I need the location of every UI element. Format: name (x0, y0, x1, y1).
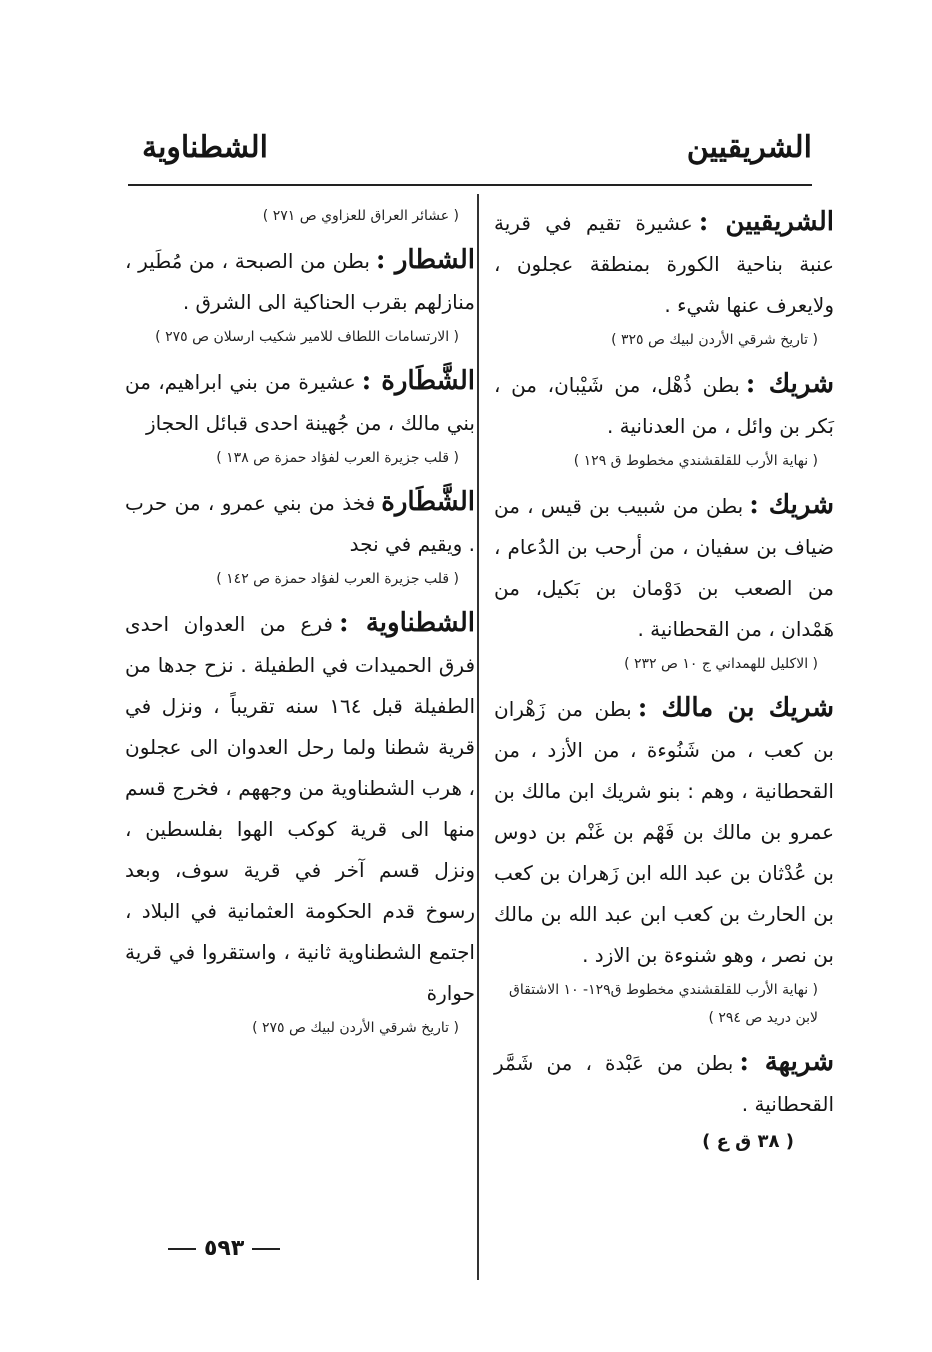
page-number-dash (168, 1248, 196, 1250)
column-divider (477, 194, 479, 1280)
entry-headword: شريك : (745, 369, 834, 399)
entry-text: فرع من العدوان احدى فرق الحميدات في الطفيلة . نزح جدها من الطفيلة قبل ١٦٤ سنه تقريباً ، ونزل في قرية شطنا ولما رحل العدوان الى عجلون ، هرب الشطناوية من وجههم ، فخرج قسم منها الى قرية كوكب الهوا بفلسطين ، ونزل قسم آخر في قرية سوف، وبعد رسوخ قدم الحكومة العثمانية في البلاد ، اجتمع الشطناوية ثانية ، واستقروا في قرية حوارة (125, 612, 475, 1005)
entry-headword: الشَّطَارة : (361, 366, 475, 396)
entry (494, 202, 834, 354)
entry (494, 485, 834, 678)
page-number-dash (252, 1248, 280, 1250)
entry (125, 202, 475, 230)
entry-headword: الشطار : (375, 245, 476, 275)
entry-headword: الشريقيين : (698, 207, 834, 237)
entry-source: ( قلب جزيرة العرب لفؤاد حمزة ص ١٣٨ ) (216, 450, 459, 466)
entry-text: بطن من زَهْران بن كعب ، من شَنُوءة ، من الأزد ، من القحطانية ، وهم : بنو شريك ابن مالك بن عمرو بن مالك بن فَهْم بن غَنْم بن دوس بن عُدْثان بن عبد الله ابن زَهران بن كعب بن الحارث بن كعب ابن عبد الله بن مالك بن نصر ، وهو شنوءة بن الازد . (494, 697, 834, 967)
entry (494, 364, 834, 475)
entry-source: ( تاريخ شرقي الأردن لبيك ص ٢٧٥ ) (252, 1020, 459, 1036)
entry-source: ( نهاية الأرب للقلقشندي مخطوط ق١٢٩- ١٠ الاشتقاق لابن دريد ص ٢٩٤ ) (509, 982, 818, 1026)
entry-text: بطن ذُهْل، من شَيْبان، من ، بَكر بن وائل ، من العدنانية . (494, 373, 834, 438)
entry-source: ( قلب جزيرة العرب لفؤاد حمزة ص ١٤٢ ) (216, 571, 459, 587)
entry-headword: شريك بن مالك : (637, 693, 834, 723)
entry-text: عشيرة من بني ابراهيم، من بني مالك ، من جُهينة احدى قبائل الحجاز (125, 370, 475, 435)
entry-source: ( عشائر العراق للعزاوي ص ٢٧١ ) (262, 208, 459, 224)
page-header (128, 126, 812, 186)
entry-text: بطن من الصبحة ، من مُطَير ، منازلهم بقرب الحناكية الى الشرق . (125, 249, 475, 314)
entry (125, 361, 475, 472)
page-number-text: ٥٩٣ (204, 1236, 245, 1261)
entry-source: ( نهاية الأرب للقلقشندي مخطوط ق ١٢٩ ) (573, 453, 818, 469)
entry-text: بطن من شبيب بن قيس ، من ضياف بن سفيان ، من أرحب بن الدُعام ، من الصعب بن دَوْمان بن بَكيل، من هَمْدان ، من القحطانية . (494, 494, 834, 641)
left-column (125, 196, 475, 1272)
entry (125, 603, 475, 1042)
entry-headword: شريهة : (739, 1047, 834, 1077)
entry-text: فخذ من بني عمرو ، من حرب . ويقيم في نجد (125, 491, 475, 556)
entry-source: ( الارتسامات اللطاف للامير شكيب ارسلان ص ٢٧٥ ) (155, 329, 459, 345)
entry-text: عشيرة تقيم في قرية عنبة بناحية الكورة بمنطقة عجلون ، ولايعرف عنها شيء . (494, 211, 834, 317)
entry-text: بطن من عَبْدة ، من شَمَّر القحطانية . (494, 1051, 834, 1116)
entry (494, 688, 834, 1032)
entry-source: ( تاريخ شرقي الأردن لبيك ص ٣٢٥ ) (611, 332, 818, 348)
entry (125, 240, 475, 351)
page-number (160, 1236, 288, 1261)
running-head-right: الشريقيين (686, 130, 812, 165)
entry-headword: الشَّطَارة (381, 487, 475, 517)
entry (125, 482, 475, 593)
section-reference: ( ٣٨ ق ع ) (702, 1131, 794, 1152)
entry-headword: شريك : (749, 490, 834, 520)
entry-source: ( الاكليل للهمداني ج ١٠ ص ٢٣٢ ) (624, 656, 818, 672)
entry-headword: الشطناوية : (338, 608, 475, 638)
running-head-left: الشطناوية (142, 130, 268, 165)
right-column (494, 196, 834, 1272)
entry (494, 1042, 834, 1125)
